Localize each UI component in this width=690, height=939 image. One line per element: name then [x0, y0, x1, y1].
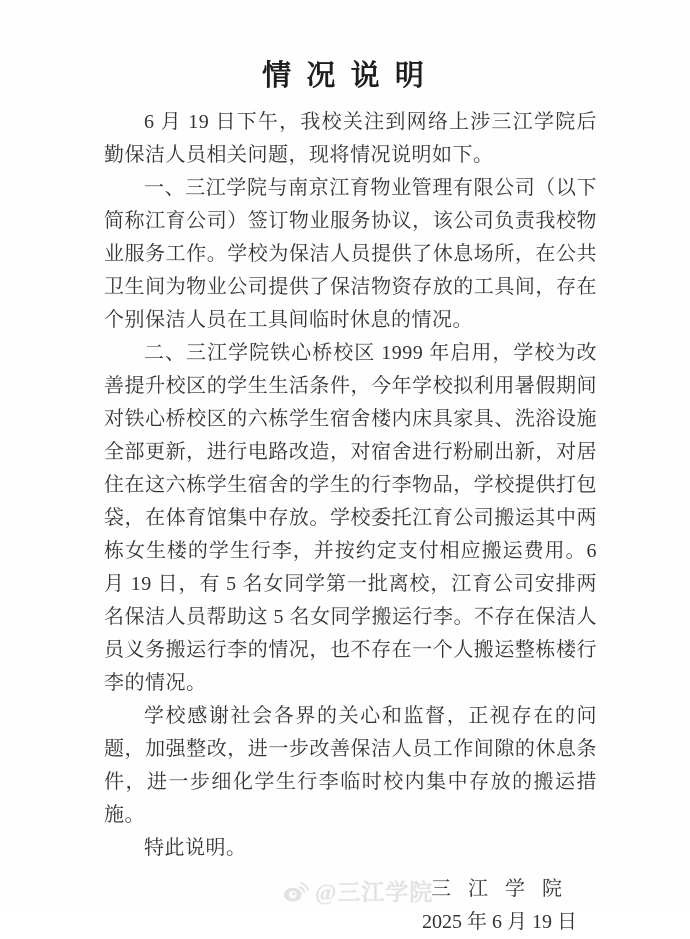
- weibo-icon: [283, 879, 309, 903]
- watermark-text: @三江学院: [315, 880, 434, 905]
- weibo-watermark: [283, 874, 433, 907]
- body-paragraph: 学校感谢社会各界的关心和监督，正视存在的问题，加强整改，进一步改善保洁人员工作间隙的休息条件，进一步细化学生行李临时校内集中存放的搬运措施。: [104, 704, 597, 826]
- signature-date: 2025 年 6 月 19 日: [422, 910, 577, 933]
- body-paragraph: 二、三江学院铁心桥校区 1999 年启用，学校为改善提升校区的学生生活条件，今年学校拟利用暑假期间对铁心桥校区的六栋学生宿舍楼内床具家具、洗浴设施全部更新，进行电路改造，对宿舍进行粉刷出新，对居住在这六栋学生宿舍的学生的行李物品，学校提供打包袋，在体育馆集中存放。学校委托江育公司搬运其中两栋女生楼的学生行李，并按约定支付相应搬运费用。6 月 19 日，有 5 名女同学第一批离校，江育公司安排两名保洁人员帮助这 5 名女同学搬运行李。不存在保洁人员义务搬运行李的情况，也不存在一个人搬运整栋楼行李的情况。: [104, 341, 597, 694]
- body-paragraph: 一、三江学院与南京江育物业管理有限公司（以下简称江育公司）签订物业服务协议，该公司负责我校物业服务工作。学校为保洁人员提供了休息场所，在公共卫生间为物业公司提供了保洁物资存放的工具间，存在个别保洁人员在工具间临时休息的情况。: [104, 176, 597, 331]
- signature-org: 三 江 学 院: [431, 877, 568, 900]
- body-paragraph: 特此说明。: [144, 836, 247, 859]
- body-paragraph: 6 月 19 日下午，我校关注到网络上涉三江学院后勤保洁人员相关问题，现将情况说明如下。: [104, 110, 597, 166]
- document-title: 情 况 说 明: [262, 60, 428, 92]
- document-body: [0, 96, 690, 865]
